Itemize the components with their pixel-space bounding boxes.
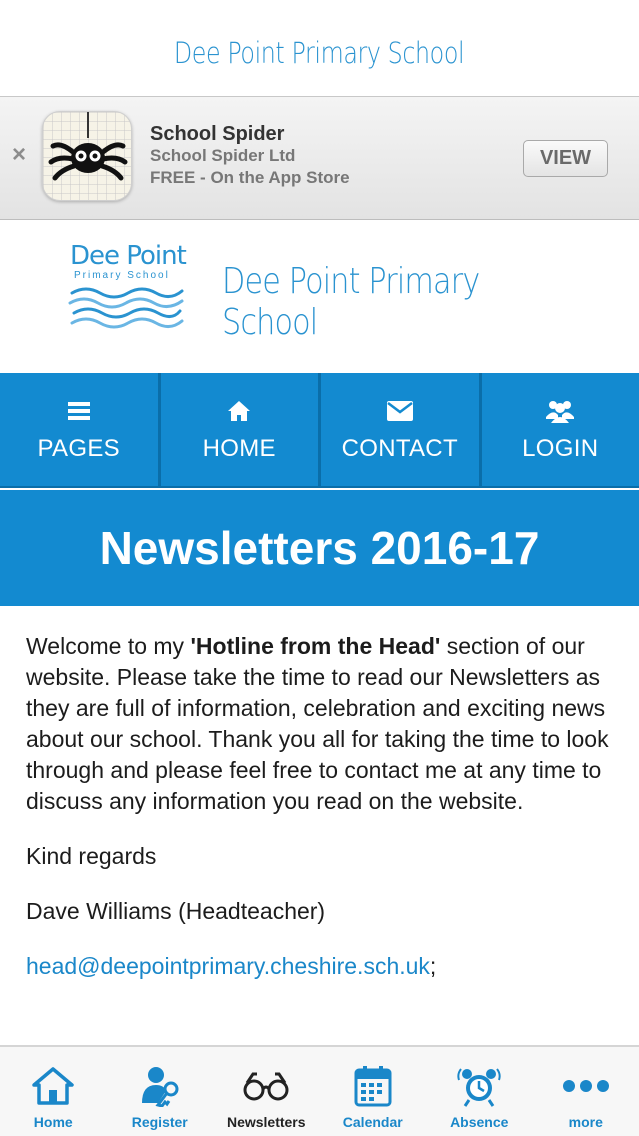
header-school-name [222,261,639,343]
users-icon [546,397,574,425]
main-nav [0,373,639,488]
nav-pages[interactable] [0,373,161,488]
site-title-bar [0,0,639,96]
tab-calendar-label: Calendar [342,1114,403,1130]
banner-app-developer: School Spider Ltd [150,146,296,165]
calendar-icon [354,1062,392,1110]
tab-home-label: Home [33,1114,73,1130]
intro-bold-text: 'Hotline from the Head' [190,633,441,659]
page-title: Newsletters 2016-17 [0,490,639,606]
banner-app-price: FREE - On the App Store [150,168,350,187]
banner-app-name: School Spider [150,123,285,145]
tab-more-label: more [568,1114,603,1130]
nav-login-label: LOGIN [522,434,599,462]
banner-view-button[interactable]: VIEW [523,140,608,177]
tab-calendar[interactable] [320,1047,427,1136]
nav-pages-label: PAGES [37,434,120,462]
alarm-clock-icon [457,1062,501,1110]
menu-icon [68,397,90,425]
logo-subtitle: Primary School [74,270,170,281]
tab-newsletters-label: Newsletters [226,1114,306,1130]
nav-login[interactable] [482,373,639,488]
email-link[interactable]: head@deepointprimary.cheshire.sch.uk [26,953,430,979]
school-header [0,221,639,373]
tab-more[interactable] [533,1047,639,1136]
house-icon [31,1062,75,1110]
email-suffix: ; [429,953,437,979]
bottom-tab-bar [0,1045,639,1136]
intro-text-end: section of our website. Please take the time to read our Newsletters as they are full of information, celebration and exciting news about our school. Thank you all for taking the time to look through and please feel free to contact me at any time to discuss any information you read on the website. [26,633,609,814]
logo-wordmark: Dee Point [70,241,186,271]
tab-register[interactable] [107,1047,214,1136]
tab-absence-label: Absence [450,1114,509,1130]
intro-paragraph [26,631,626,817]
banner-app-info [150,123,350,189]
page-content [26,631,626,1006]
nav-home-label: HOME [202,434,276,462]
site-title: Dee Point Primary School [174,36,465,70]
glasses-icon [243,1062,289,1110]
email-paragraph [26,951,626,982]
tab-home[interactable] [0,1047,107,1136]
signature-text: Dave Williams (Headteacher) [26,898,326,924]
logo-waves-icon [68,283,186,333]
envelope-icon [387,397,413,425]
home-icon [227,397,251,425]
header-school-name-text: Dee Point Primary School [222,261,480,343]
tab-register-label: Register [131,1114,188,1130]
nav-contact[interactable] [321,373,482,488]
register-icon [138,1062,182,1110]
tab-newsletters[interactable] [213,1047,320,1136]
nav-home[interactable] [161,373,322,488]
tab-absence[interactable] [426,1047,533,1136]
school-spider-app-icon [42,111,132,201]
regards-text: Kind regards [26,843,157,869]
banner-close-button[interactable]: × [12,141,27,168]
intro-text-start: Welcome to my [26,633,191,659]
more-dots-icon [562,1062,610,1110]
nav-contact-label: CONTACT [341,434,458,462]
spider-icon [43,112,133,202]
